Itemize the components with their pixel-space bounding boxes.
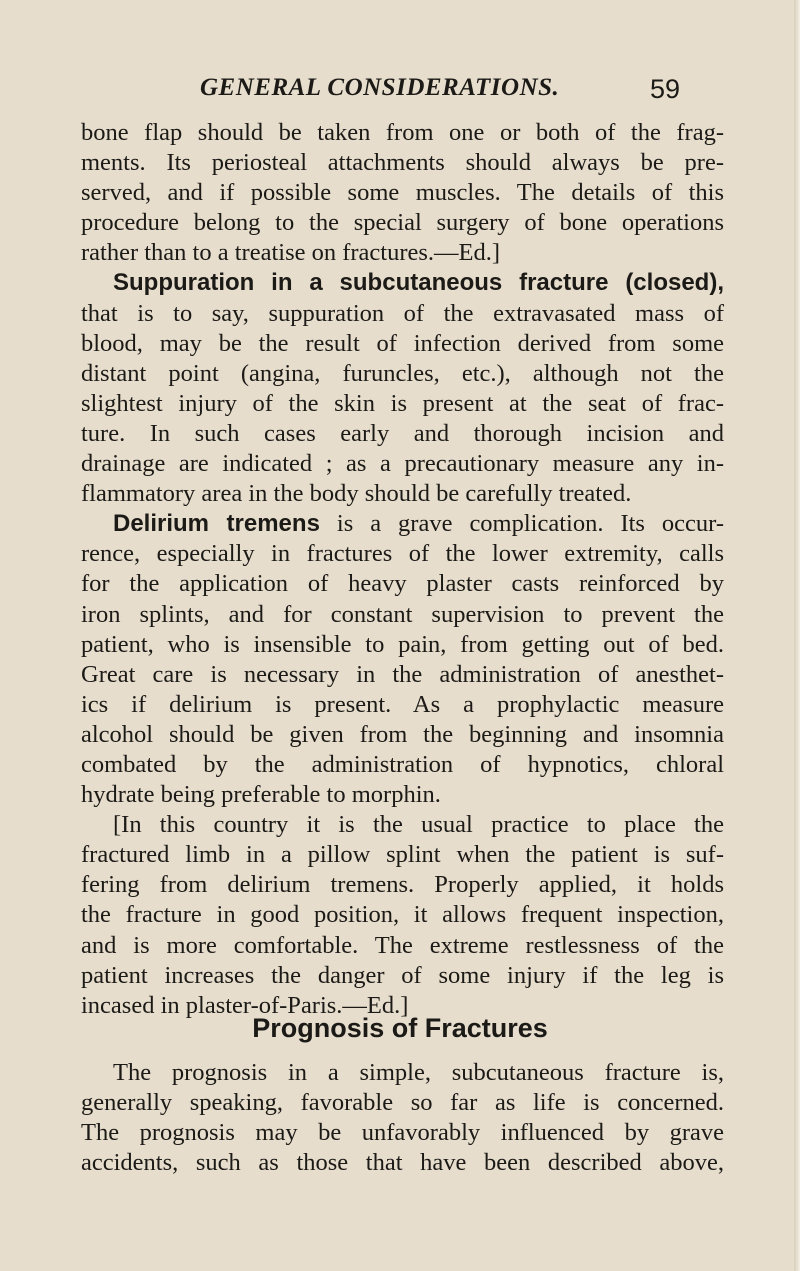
text-line: fractured limb in a pillow splint when the patient is suf- — [81, 841, 724, 869]
text-line: generally speaking, favorable so far as life is concerned. — [81, 1089, 724, 1117]
text-line: rather than to a treatise on fractures.—Ed.] — [81, 239, 501, 267]
text-line: ics if delirium is present. As a prophylactic measure — [81, 690, 724, 718]
text-line: rence, especially in fractures of the lower extremity, calls — [81, 540, 724, 568]
page-header — [200, 74, 680, 108]
text-line: patient, who is insensible to pain, from getting out of bed. — [81, 630, 724, 658]
paragraph-heading-line — [81, 268, 724, 298]
run-in-heading-suppuration: Suppuration in a subcutaneous fracture (closed), — [113, 269, 724, 297]
text-line: alcohol should be given from the beginning and insomnia — [81, 720, 724, 748]
text-line: and is more comfortable. The extreme restlessness of the — [81, 931, 724, 959]
text-line: hydrate being preferable to morphin. — [81, 781, 441, 809]
text-line: accidents, such as those that have been described above, — [81, 1149, 724, 1177]
text-line: The prognosis in a simple, subcutaneous fracture is, — [113, 1059, 724, 1086]
section-heading: Prognosis of Fractures — [252, 1013, 548, 1043]
paragraph-heading-line — [81, 509, 724, 539]
text-line: fering from delirium tremens. Properly applied, it holds — [81, 871, 724, 899]
text-line: that is to say, suppuration of the extravasated mass of — [81, 299, 724, 327]
text-line: ture. In such cases early and thorough incision and — [81, 419, 724, 447]
text-line: [In this country it is the usual practice to place the — [113, 811, 724, 839]
text-line: Great care is necessary in the administration of anesthet- — [81, 660, 724, 688]
text-line: drainage are indicated ; as a precautionary measure any in- — [81, 450, 724, 478]
text-run: is a grave complication. Its occur- — [319, 510, 724, 538]
text-line: slightest injury of the skin is present at the seat of frac- — [81, 389, 724, 417]
text-line: patient increases the danger of some injury if the leg is — [81, 961, 724, 989]
section-body-text — [81, 1058, 724, 1178]
text-line: flammatory area in the body should be carefully treated. — [81, 480, 632, 508]
text-line: served, and if possible some muscles. The details of this — [81, 179, 724, 207]
text-line: The prognosis may be unfavorably influenced by grave — [81, 1119, 724, 1147]
page-number: 59 — [649, 74, 680, 104]
text-line: iron splints, and for constant supervision to prevent the — [81, 600, 724, 628]
body-text — [81, 118, 724, 1021]
text-line: bone flap should be taken from one or both of the frag- — [81, 119, 724, 146]
text-line: for the application of heavy plaster casts reinforced by — [81, 570, 724, 598]
text-line: ments. Its periosteal attachments should always be pre- — [81, 149, 724, 177]
run-in-heading-delirium: Delirium tremens — [113, 510, 320, 538]
text-line: incased in plaster-of-Paris.—Ed.] — [81, 991, 409, 1019]
text-line: procedure belong to the special surgery of bone operations — [81, 209, 724, 237]
text-line: combated by the administration of hypnotics, chloral — [81, 750, 724, 778]
running-head: GENERAL CONSIDERATIONS. — [200, 74, 560, 101]
page-edge — [794, 0, 800, 1271]
text-line: blood, may be the result of infection derived from some — [81, 329, 724, 357]
text-line: distant point (angina, furuncles, etc.), although not the — [81, 359, 724, 387]
text-line: the fracture in good position, it allows frequent inspection, — [81, 901, 724, 929]
